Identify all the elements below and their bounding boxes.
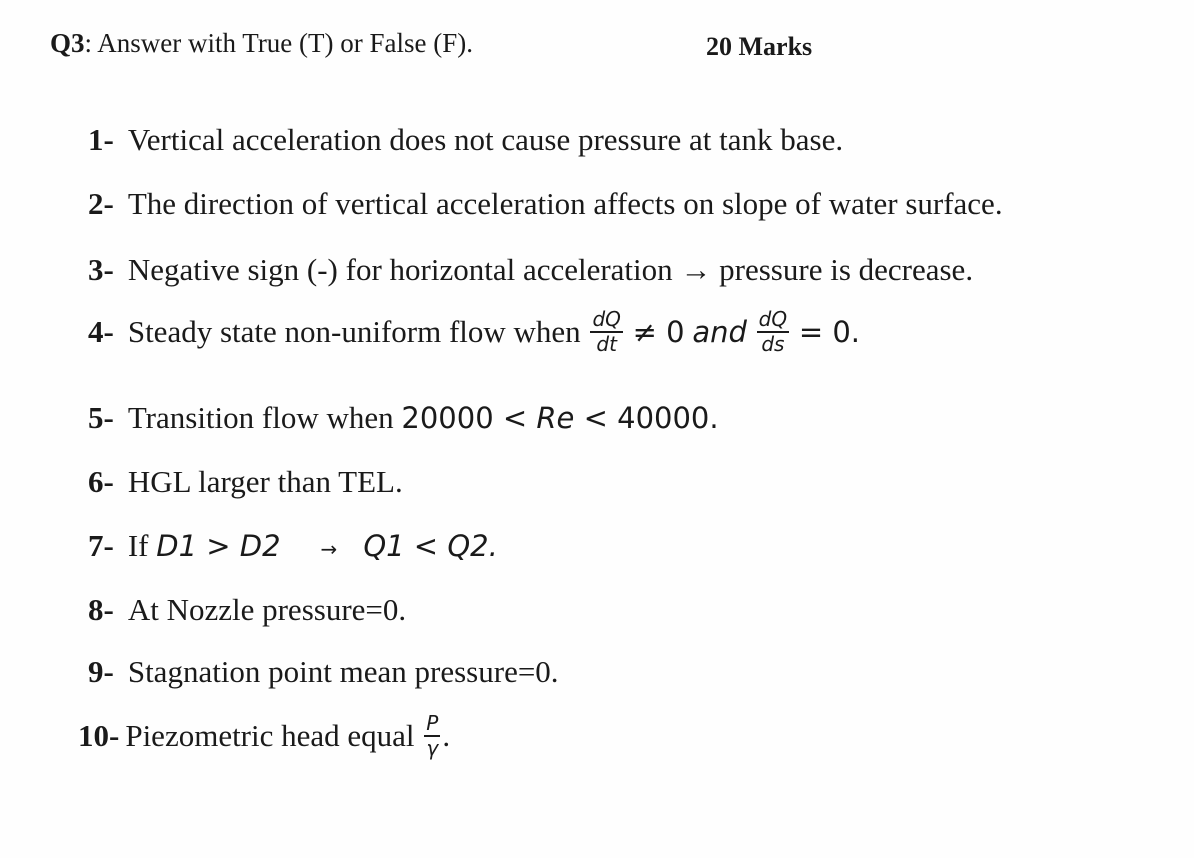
statement-item-7 bbox=[88, 530, 498, 561]
item-text: If bbox=[127, 528, 149, 563]
statement-item-3 bbox=[88, 254, 973, 285]
statement-item-2 bbox=[88, 188, 1003, 219]
item-text: Transition flow when bbox=[127, 400, 394, 435]
reynolds-symbol: Re bbox=[536, 401, 575, 435]
fraction-denominator: ds bbox=[761, 332, 785, 356]
item-number: 10- bbox=[78, 718, 120, 754]
arrow-right-icon: → bbox=[320, 537, 338, 561]
not-equal-zero: ≠ 0 bbox=[632, 315, 685, 350]
item-number: 9- bbox=[88, 654, 114, 689]
reynolds-upper: < 40000. bbox=[574, 401, 719, 435]
fraction-dq-dt bbox=[590, 309, 622, 355]
question-title bbox=[50, 28, 473, 59]
reynolds-lower: 20000 < bbox=[401, 401, 537, 435]
marks-label: 20 Marks bbox=[706, 32, 813, 61]
item-text: The direction of vertical acceleration affects on slope of water surface. bbox=[127, 186, 1003, 221]
item-number: 8- bbox=[88, 592, 114, 627]
equals-zero: = 0. bbox=[798, 315, 861, 350]
statement-item-8 bbox=[88, 594, 406, 625]
item-number: 6- bbox=[88, 464, 114, 499]
item-text: Stagnation point mean pressure=0. bbox=[127, 654, 559, 689]
question-number: Q3 bbox=[50, 28, 85, 58]
and-word: and bbox=[692, 315, 747, 350]
statement-item-1 bbox=[88, 124, 843, 155]
item-number: 2- bbox=[88, 186, 114, 221]
statement-item-6 bbox=[88, 466, 403, 497]
statement-item-5 bbox=[88, 402, 719, 433]
item-text: At Nozzle pressure=0. bbox=[127, 592, 407, 627]
item-text: Vertical acceleration does not cause pressure at tank base. bbox=[127, 122, 844, 157]
fraction-p-gamma bbox=[424, 713, 440, 759]
statement-item-10 bbox=[78, 711, 451, 762]
question-instruction: : Answer with True (T) or False (F). bbox=[84, 28, 473, 58]
diameter-comparison: D1 > D2 bbox=[156, 529, 281, 563]
item-text: Negative sign (-) for horizontal acceleration → pressure is decrease. bbox=[127, 252, 974, 287]
item-number: 5- bbox=[88, 400, 114, 435]
statement-item-4 bbox=[88, 307, 861, 358]
fraction-dq-ds bbox=[757, 309, 789, 355]
item-number: 7- bbox=[88, 528, 114, 563]
fraction-numerator: dQ bbox=[592, 307, 621, 331]
item-number: 3- bbox=[88, 252, 114, 287]
item-number: 4- bbox=[88, 314, 114, 350]
item-text: Steady state non-uniform flow when bbox=[127, 314, 581, 350]
fraction-numerator: P bbox=[426, 711, 439, 735]
flow-comparison: Q1 < Q2. bbox=[363, 529, 498, 563]
fraction-denominator: γ bbox=[426, 736, 439, 760]
item-end-period: . bbox=[442, 718, 451, 754]
item-number: 1- bbox=[88, 122, 114, 157]
question-header bbox=[50, 24, 1150, 64]
fraction-denominator: dt bbox=[596, 332, 617, 356]
item-text: Piezometric head equal bbox=[125, 718, 415, 754]
fraction-numerator: dQ bbox=[758, 307, 788, 331]
item-text: HGL larger than TEL. bbox=[127, 464, 403, 499]
statement-item-9 bbox=[88, 656, 559, 687]
